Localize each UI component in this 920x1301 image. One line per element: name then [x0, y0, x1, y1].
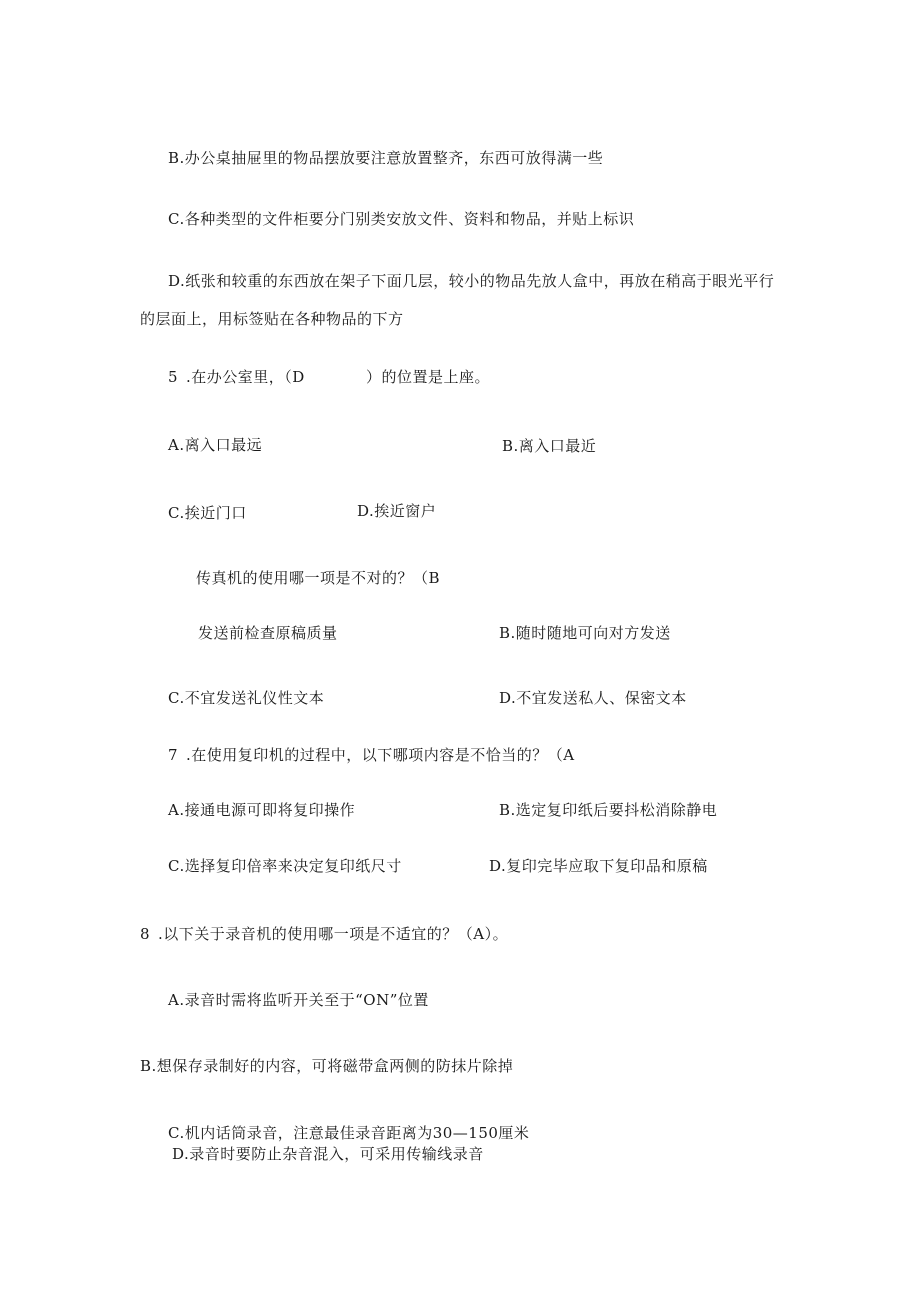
q5-option-c: C.挨近门口 — [168, 504, 247, 522]
q4-option-d-line2: 的层面上，用标签贴在各种物品的下方 — [140, 310, 404, 328]
q5-option-a: A.离入口最远 — [168, 436, 263, 454]
q8-option-c: C.机内话筒录音，注意最佳录音距离为30—150厘米 — [168, 1124, 530, 1142]
q6-option-b: B.随时随地可向对方发送 — [499, 624, 671, 642]
q4-option-c: C.各种类型的文件柜要分门别类安放文件、资料和物品，并贴上标识 — [168, 210, 635, 228]
q4-option-d-line1: D.纸张和较重的东西放在架子下面几层，较小的物品先放人盒中，再放在稍高于眼光平行 — [168, 272, 775, 290]
q5-number: 5 — [168, 368, 179, 386]
q5-stem-before: .在办公室里，（D — [186, 368, 305, 386]
q6-option-d: D.不宜发送私人、保密文本 — [499, 689, 687, 707]
q8-option-a: A.录音时需将监听开关至于“ON”位置 — [168, 991, 429, 1009]
q5-option-b: B.离入口最近 — [502, 437, 597, 455]
q8-stem: .以下关于录音机的使用哪一项是不适宜的？（A）。 — [158, 925, 509, 943]
q6-option-c: C.不宜发送礼仪性文本 — [168, 689, 325, 707]
q4-option-b: B.办公桌抽屉里的物品摆放要注意放置整齐，东西可放得满一些 — [168, 149, 604, 167]
q8-number: 8 — [140, 925, 151, 943]
q6-option-a: 发送前检查原稿质量 — [198, 624, 338, 642]
q7-option-a: A.接通电源可即将复印操作 — [168, 801, 356, 819]
q8-option-b: B.想保存录制好的内容，可将磁带盒两侧的防抹片除掉 — [140, 1057, 514, 1075]
q7-stem: .在使用复印机的过程中，以下哪项内容是不恰当的？（A — [186, 746, 575, 764]
q7-number: 7 — [168, 746, 179, 764]
q6-stem: 传真机的使用哪一项是不对的？（B — [196, 569, 441, 587]
q5-option-d: D.挨近窗户 — [357, 502, 437, 520]
q7-option-b: B.选定复印纸后要抖松消除静电 — [499, 801, 718, 819]
q7-option-c: C.选择复印倍率来决定复印纸尺寸 — [168, 857, 402, 875]
q5-stem-after: ）的位置是上座。 — [366, 368, 491, 386]
q8-option-d: D.录音时要防止杂音混入，可采用传输线录音 — [172, 1145, 484, 1163]
q7-option-d: D.复印完毕应取下复印品和原稿 — [489, 857, 708, 875]
